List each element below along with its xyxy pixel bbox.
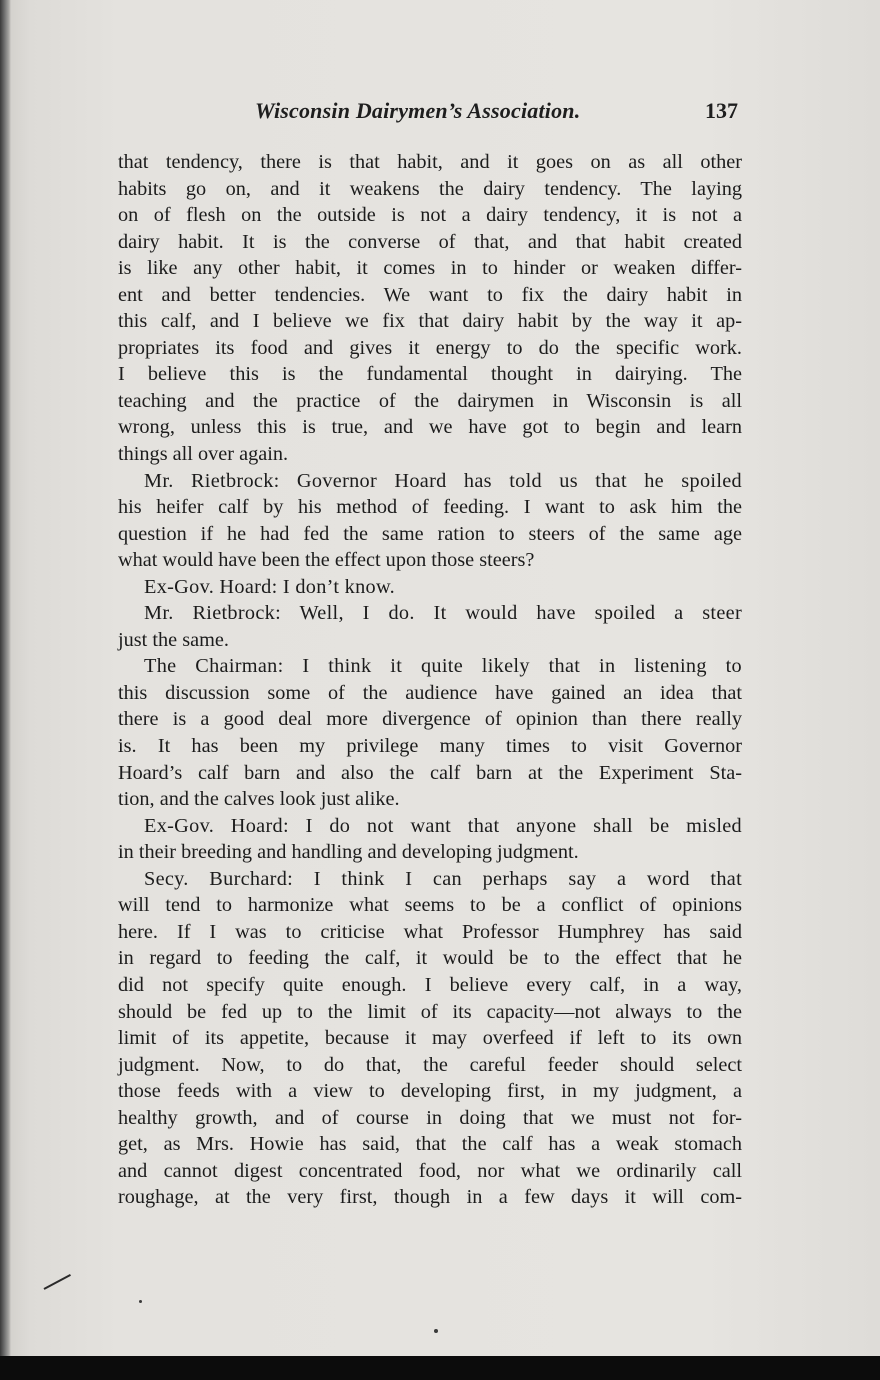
scan-bottom-band [0, 1356, 880, 1380]
text-line: things all over again. [118, 443, 289, 466]
text-line: judgment. Now, to do that, the careful feeder should select [118, 1053, 742, 1076]
text-line: habits go on, and it weakens the dairy tendency. The laying [118, 177, 742, 200]
text-line: on of flesh on the outside is not a dairy tendency, it is not a [118, 204, 742, 227]
ink-speck [139, 1300, 142, 1303]
text-line: Secy. Burchard: I think I can perhaps say a word that [144, 867, 742, 890]
text-line: this calf, and I believe we fix that dairy habit by the way it ap- [118, 310, 742, 333]
ink-speck [434, 1329, 438, 1333]
text-line: what would have been the effect upon those steers? [118, 549, 535, 572]
text-line: that tendency, there is that habit, and it goes on as all other [118, 151, 742, 173]
text-line: dairy habit. It is the converse of that, and that habit created [118, 230, 742, 253]
text-line: Ex-Gov. Hoard: I do not want that anyone shall be misled [144, 814, 742, 837]
page-number: 137 [705, 98, 738, 123]
text-line: roughage, at the very first, though in a few days it will com- [118, 1186, 742, 1209]
body-text [118, 149, 742, 1211]
text-line: his heifer calf by his method of feeding. I want to ask him the [118, 496, 742, 519]
text-line: teaching and the practice of the dairymen in Wisconsin is all [118, 389, 742, 412]
text-line: this discussion some of the audience have gained an idea that [118, 681, 742, 704]
text-line: question if he had fed the same ration to steers of the same age [118, 522, 742, 545]
text-line: Ex-Gov. Hoard: I don’t know. [144, 575, 395, 598]
text-line: will tend to harmonize what seems to be a conflict of opinions [118, 894, 742, 917]
text-line: healthy growth, and of course in doing that we must not for- [118, 1106, 742, 1129]
text-line: is. It has been my privilege many times to visit Governor [118, 735, 742, 758]
text-line: The Chairman: I think it quite likely that in listening to [144, 655, 742, 678]
text-line: limit of its appetite, because it may overfeed if left to its own [118, 1027, 742, 1050]
text-line: Mr. Rietbrock: Well, I do. It would have spoiled a steer [144, 602, 742, 625]
text-line: in regard to feeding the calf, it would be to the effect that he [118, 947, 742, 970]
running-title: Wisconsin Dairymen’s Association. [255, 98, 581, 123]
text-line: ent and better tendencies. We want to fix the dairy habit in [118, 283, 742, 306]
text-line: is like any other habit, it comes in to hinder or weaken differ- [118, 257, 742, 280]
text-line: in their breeding and handling and developing judgment. [118, 841, 579, 864]
text-line: and cannot digest concentrated food, nor what we ordinarily call [118, 1159, 742, 1182]
text-line: Hoard’s calf barn and also the calf barn at the Experiment Sta- [118, 761, 742, 784]
pen-stroke-mark [44, 1274, 71, 1290]
text-line: get, as Mrs. Howie has said, that the calf has a weak stomach [118, 1133, 742, 1156]
text-line: tion, and the calves look just alike. [118, 788, 400, 811]
text-line: did not specify quite enough. I believe every calf, in a way, [118, 973, 742, 996]
text-line: there is a good deal more divergence of opinion than there really [118, 708, 742, 731]
text-line: propriates its food and gives it energy to do the specific work. [118, 336, 742, 359]
text-line: those feeds with a view to developing first, in my judgment, a [118, 1080, 742, 1103]
page-header [118, 94, 742, 134]
text-line: I believe this is the fundamental thought in dairying. The [118, 363, 742, 386]
text-line: should be fed up to the limit of its capacity—not always to the [118, 1000, 742, 1023]
text-line: here. If I was to criticise what Professor Humphrey has said [118, 920, 742, 943]
text-line: Mr. Rietbrock: Governor Hoard has told us that he spoiled [144, 469, 742, 492]
text-line: wrong, unless this is true, and we have got to begin and learn [118, 416, 742, 439]
binding-edge [0, 0, 11, 1356]
text-line: just the same. [118, 628, 229, 651]
